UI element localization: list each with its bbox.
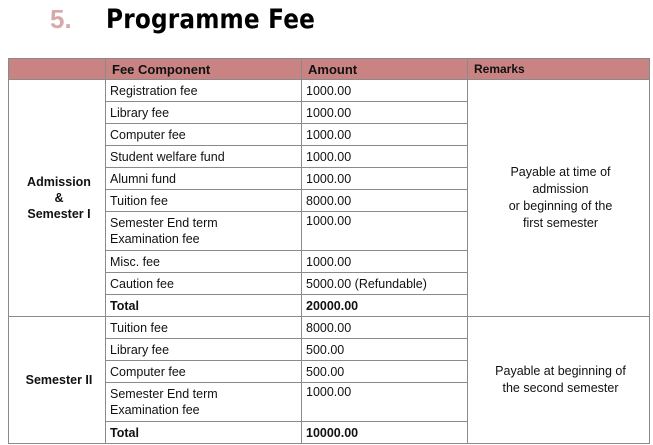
fee-amount: 500.00 — [302, 339, 468, 361]
fee-component: Registration fee — [106, 80, 302, 102]
header-fee-component: Fee Component — [106, 59, 302, 80]
fee-component: Alumni fund — [106, 168, 302, 190]
fee-amount: 1000.00 — [302, 168, 468, 190]
total-amount: 10000.00 — [302, 422, 468, 444]
section-number: 5. — [50, 4, 72, 34]
fee-amount: 1000.00 — [302, 102, 468, 124]
fee-amount: 1000.00 — [302, 80, 468, 102]
semester-label-sem2: Semester II — [9, 317, 106, 444]
table-row — [9, 80, 650, 102]
remarks-sem2: Payable at beginning of the second semester — [468, 317, 650, 444]
table-header-row — [9, 59, 650, 80]
section-heading — [50, 4, 349, 38]
fee-component: Semester End term Examination fee — [106, 383, 302, 422]
header-remarks: Remarks — [468, 59, 650, 80]
section-title: Programme Fee — [106, 4, 316, 35]
fee-component: Caution fee — [106, 273, 302, 295]
fee-amount: 1000.00 — [302, 212, 468, 251]
fee-component: Tuition fee — [106, 317, 302, 339]
fee-amount: 8000.00 — [302, 317, 468, 339]
fee-amount: 1000.00 — [302, 124, 468, 146]
fee-component: Misc. fee — [106, 251, 302, 273]
header-blank — [9, 59, 106, 80]
fee-component: Library fee — [106, 339, 302, 361]
header-amount: Amount — [302, 59, 468, 80]
fee-component: Computer fee — [106, 361, 302, 383]
fee-amount: 1000.00 — [302, 383, 468, 422]
remarks-sem1: Payable at time of admission or beginning of the first semester — [468, 80, 650, 317]
total-label: Total — [106, 295, 302, 317]
fee-component: Student welfare fund — [106, 146, 302, 168]
fee-amount: 1000.00 — [302, 146, 468, 168]
fee-amount: 500.00 — [302, 361, 468, 383]
fee-component: Library fee — [106, 102, 302, 124]
fee-amount: 8000.00 — [302, 190, 468, 212]
total-label: Total — [106, 422, 302, 444]
table-row — [9, 317, 650, 339]
total-amount: 20000.00 — [302, 295, 468, 317]
fee-component: Tuition fee — [106, 190, 302, 212]
fee-amount: 5000.00 (Refundable) — [302, 273, 468, 295]
fee-component: Semester End term Examination fee — [106, 212, 302, 251]
fee-table — [8, 58, 650, 444]
semester-label-sem1: Admission & Semester I — [9, 80, 106, 317]
fee-component: Computer fee — [106, 124, 302, 146]
fee-amount: 1000.00 — [302, 251, 468, 273]
